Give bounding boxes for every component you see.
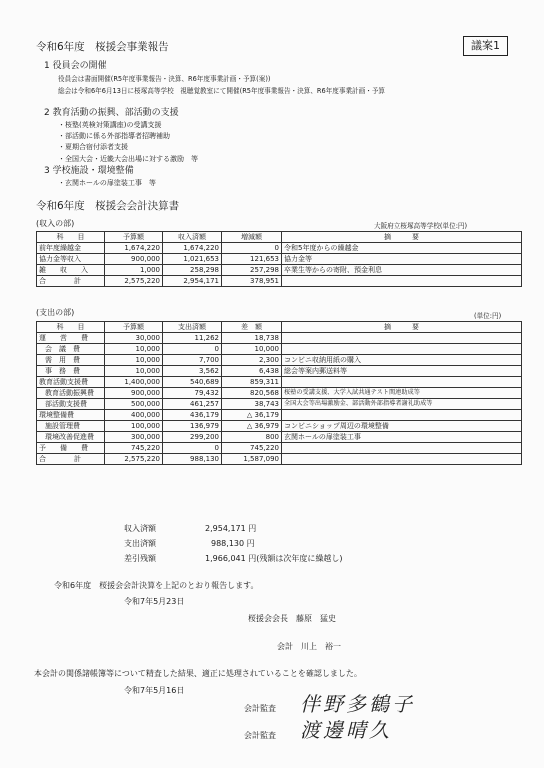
table-header-row [37, 232, 522, 243]
table-row [37, 432, 522, 443]
auditor-label-1: 会計監査 [244, 704, 276, 713]
budget-cell: 900,000 [105, 254, 163, 265]
actual-cell: 0 [163, 443, 222, 454]
actual-cell: 3,562 [163, 366, 222, 377]
table-header-row [37, 322, 522, 333]
page-title: 令和6年度 桜援会事業報告 [36, 41, 169, 53]
chair-name: 桜援会会長 藤原 猛史 [248, 614, 336, 623]
section-1-line-1: 役員会は書面開催(R5年度事業報告・決算、R6年度事業計画・予算(案)) [58, 75, 271, 83]
actual-cell: 0 [163, 344, 222, 355]
section-3-item: ・玄関ホールの扉塗装工事 等 [58, 179, 156, 187]
table-row [37, 254, 522, 265]
item-cell: 環境整備費 [37, 410, 105, 421]
summary-balance-value: 1,966,041 円(残額は次年度に繰越し) [205, 554, 343, 563]
auditor-label-2: 会計監査 [244, 731, 276, 740]
actual-cell: 540,689 [163, 377, 222, 388]
diff-cell: 859,311 [222, 377, 282, 388]
diff-cell: 2,300 [222, 355, 282, 366]
note-cell: 玄関ホールの扉塗装工事 [282, 432, 522, 443]
diff-cell: 800 [222, 432, 282, 443]
auditor-signature-2: 渡邊晴久 [300, 718, 392, 742]
summary-income-value: 2,954,171 円 [205, 524, 257, 533]
section-2-title: 2 教育活動の振興、部活動の支援 [44, 108, 179, 118]
note-cell [282, 276, 522, 287]
budget-cell: 300,000 [105, 432, 163, 443]
actual-cell: 461,257 [163, 399, 222, 410]
budget-cell: 10,000 [105, 355, 163, 366]
actual-cell: 1,674,220 [163, 243, 222, 254]
table-total-row [37, 454, 522, 465]
actual-cell: 988,130 [163, 454, 222, 465]
auditor-signature-1: 伴野多鶴子 [300, 692, 415, 716]
actual-cell: 79,432 [163, 388, 222, 399]
header-cell: 差 額 [222, 322, 282, 333]
diff-cell: 121,653 [222, 254, 282, 265]
item-cell: 予 備 費 [37, 443, 105, 454]
budget-cell: 745,220 [105, 443, 163, 454]
table-row [37, 333, 522, 344]
budget-cell: 30,000 [105, 333, 163, 344]
section-2-item: ・桜塾(英検対策講座)の受講支援 [58, 121, 162, 129]
school-unit-label: 大阪府立桜塚高等学校(単位:円) [374, 222, 468, 230]
note-cell [282, 344, 522, 355]
budget-cell: 900,000 [105, 388, 163, 399]
budget-cell: 1,000 [105, 265, 163, 276]
diff-cell: 257,298 [222, 265, 282, 276]
treasurer-name: 会計 川上 裕一 [277, 642, 341, 651]
note-cell [282, 333, 522, 344]
item-cell: 合 計 [37, 276, 105, 287]
budget-cell: 1,400,000 [105, 377, 163, 388]
note-cell: 桜塾の受講支援、大学入試共通テスト関連助成等 [282, 388, 522, 399]
agenda-badge: 議案1 [463, 36, 508, 56]
audit-statement: 本会計の関係諸帳簿等について精査した結果、適正に処理されていることを確認しました。 [34, 669, 362, 678]
note-cell [282, 454, 522, 465]
table-row [37, 243, 522, 254]
table-row [37, 410, 522, 421]
item-cell: 部活動支援費 [37, 399, 105, 410]
item-cell: 教育活動振興費 [37, 388, 105, 399]
settlement-title: 令和6年度 桜援会会計決算書 [36, 200, 180, 212]
table-row [37, 355, 522, 366]
diff-cell: 6,438 [222, 366, 282, 377]
header-cell: 増減額 [222, 232, 282, 243]
table-row [37, 265, 522, 276]
table-row [37, 344, 522, 355]
section-3-title: 3 学校施設・環境整備 [44, 166, 134, 176]
expense-table [36, 321, 522, 465]
table-row [37, 366, 522, 377]
actual-cell: 136,979 [163, 421, 222, 432]
section-1-title: 1 役員会の開催 [44, 61, 107, 71]
note-cell: 卒業生等からの寄附、預金利息 [282, 265, 522, 276]
diff-cell: 745,220 [222, 443, 282, 454]
actual-cell: 436,179 [163, 410, 222, 421]
item-cell: 協力金等収入 [37, 254, 105, 265]
note-cell [282, 410, 522, 421]
budget-cell: 2,575,220 [105, 454, 163, 465]
header-cell: 予算額 [105, 232, 163, 243]
item-cell: 需 用 費 [37, 355, 105, 366]
budget-cell: 500,000 [105, 399, 163, 410]
expense-unit-label: (単位:円) [474, 312, 502, 320]
item-cell: 雑 収 入 [37, 265, 105, 276]
diff-cell: 378,951 [222, 276, 282, 287]
note-cell: 協力金等 [282, 254, 522, 265]
budget-cell: 10,000 [105, 344, 163, 355]
header-cell: 科 目 [37, 322, 105, 333]
section-2-item: ・夏期合宿付添者支援 [58, 143, 128, 151]
actual-cell: 1,021,653 [163, 254, 222, 265]
item-cell: 合 計 [37, 454, 105, 465]
header-cell: 収入済額 [163, 232, 222, 243]
summary-expense-label: 支出済額 [124, 539, 156, 548]
summary-balance-label: 差引残額 [124, 554, 156, 563]
table-row [37, 421, 522, 432]
actual-cell: 7,700 [163, 355, 222, 366]
note-cell [282, 377, 522, 388]
summary-expense-value: 988,130 円 [211, 539, 255, 548]
header-cell: 摘 要 [282, 232, 522, 243]
item-cell: 前年度繰越金 [37, 243, 105, 254]
diff-cell: 18,738 [222, 333, 282, 344]
section-1-line-2: 総会は令和6年6月13日に桜塚高等学校 視聴覚教室にて開催(R5年度事業報告・決算、R6年度事業計画・予算 [58, 87, 386, 95]
section-2-item: ・全国大会・近畿大会出場に対する激励 等 [58, 155, 198, 163]
actual-cell: 2,954,171 [163, 276, 222, 287]
table-row [37, 399, 522, 410]
income-table [36, 231, 522, 287]
note-cell: コンビニ収納用紙の購入 [282, 355, 522, 366]
note-cell: 全国大会等出場激励金、部活動外部指導者謝礼助成等 [282, 399, 522, 410]
header-cell: 科 目 [37, 232, 105, 243]
actual-cell: 299,200 [163, 432, 222, 443]
audit-date: 令和7年5月16日 [124, 686, 185, 695]
actual-cell: 11,262 [163, 333, 222, 344]
actual-cell: 258,298 [163, 265, 222, 276]
budget-cell: 2,575,220 [105, 276, 163, 287]
item-cell: 運 営 費 [37, 333, 105, 344]
summary-income-label: 収入済額 [124, 524, 156, 533]
report-statement: 令和6年度 桜援会会計決算を上記のとおり報告します。 [54, 581, 259, 590]
budget-cell: 10,000 [105, 366, 163, 377]
note-cell [282, 443, 522, 454]
header-cell: 支出済額 [163, 322, 222, 333]
item-cell: 事 務 費 [37, 366, 105, 377]
item-cell: 会 議 費 [37, 344, 105, 355]
income-section-label: (収入の部) [36, 219, 75, 228]
header-cell: 摘 要 [282, 322, 522, 333]
report-date: 令和7年5月23日 [124, 597, 185, 606]
note-cell: コンビニショップ周辺の環境整備 [282, 421, 522, 432]
diff-cell: 820,568 [222, 388, 282, 399]
diff-cell: 10,000 [222, 344, 282, 355]
budget-cell: 1,674,220 [105, 243, 163, 254]
diff-cell: 0 [222, 243, 282, 254]
table-total-row [37, 276, 522, 287]
item-cell: 施設管理費 [37, 421, 105, 432]
diff-cell: 1,587,090 [222, 454, 282, 465]
budget-cell: 100,000 [105, 421, 163, 432]
note-cell: 令和5年度からの繰越金 [282, 243, 522, 254]
diff-cell: △ 36,979 [222, 421, 282, 432]
budget-cell: 400,000 [105, 410, 163, 421]
table-row [37, 388, 522, 399]
expense-section-label: (支出の部) [36, 308, 75, 317]
table-row [37, 443, 522, 454]
header-cell: 予算額 [105, 322, 163, 333]
table-row [37, 377, 522, 388]
note-cell: 総会等案内郵送料等 [282, 366, 522, 377]
section-2-item: ・部活動に係る外部指導者招聘補助 [58, 132, 170, 140]
diff-cell: △ 36,179 [222, 410, 282, 421]
item-cell: 環境改善促進費 [37, 432, 105, 443]
diff-cell: 38,743 [222, 399, 282, 410]
item-cell: 教育活動支援費 [37, 377, 105, 388]
